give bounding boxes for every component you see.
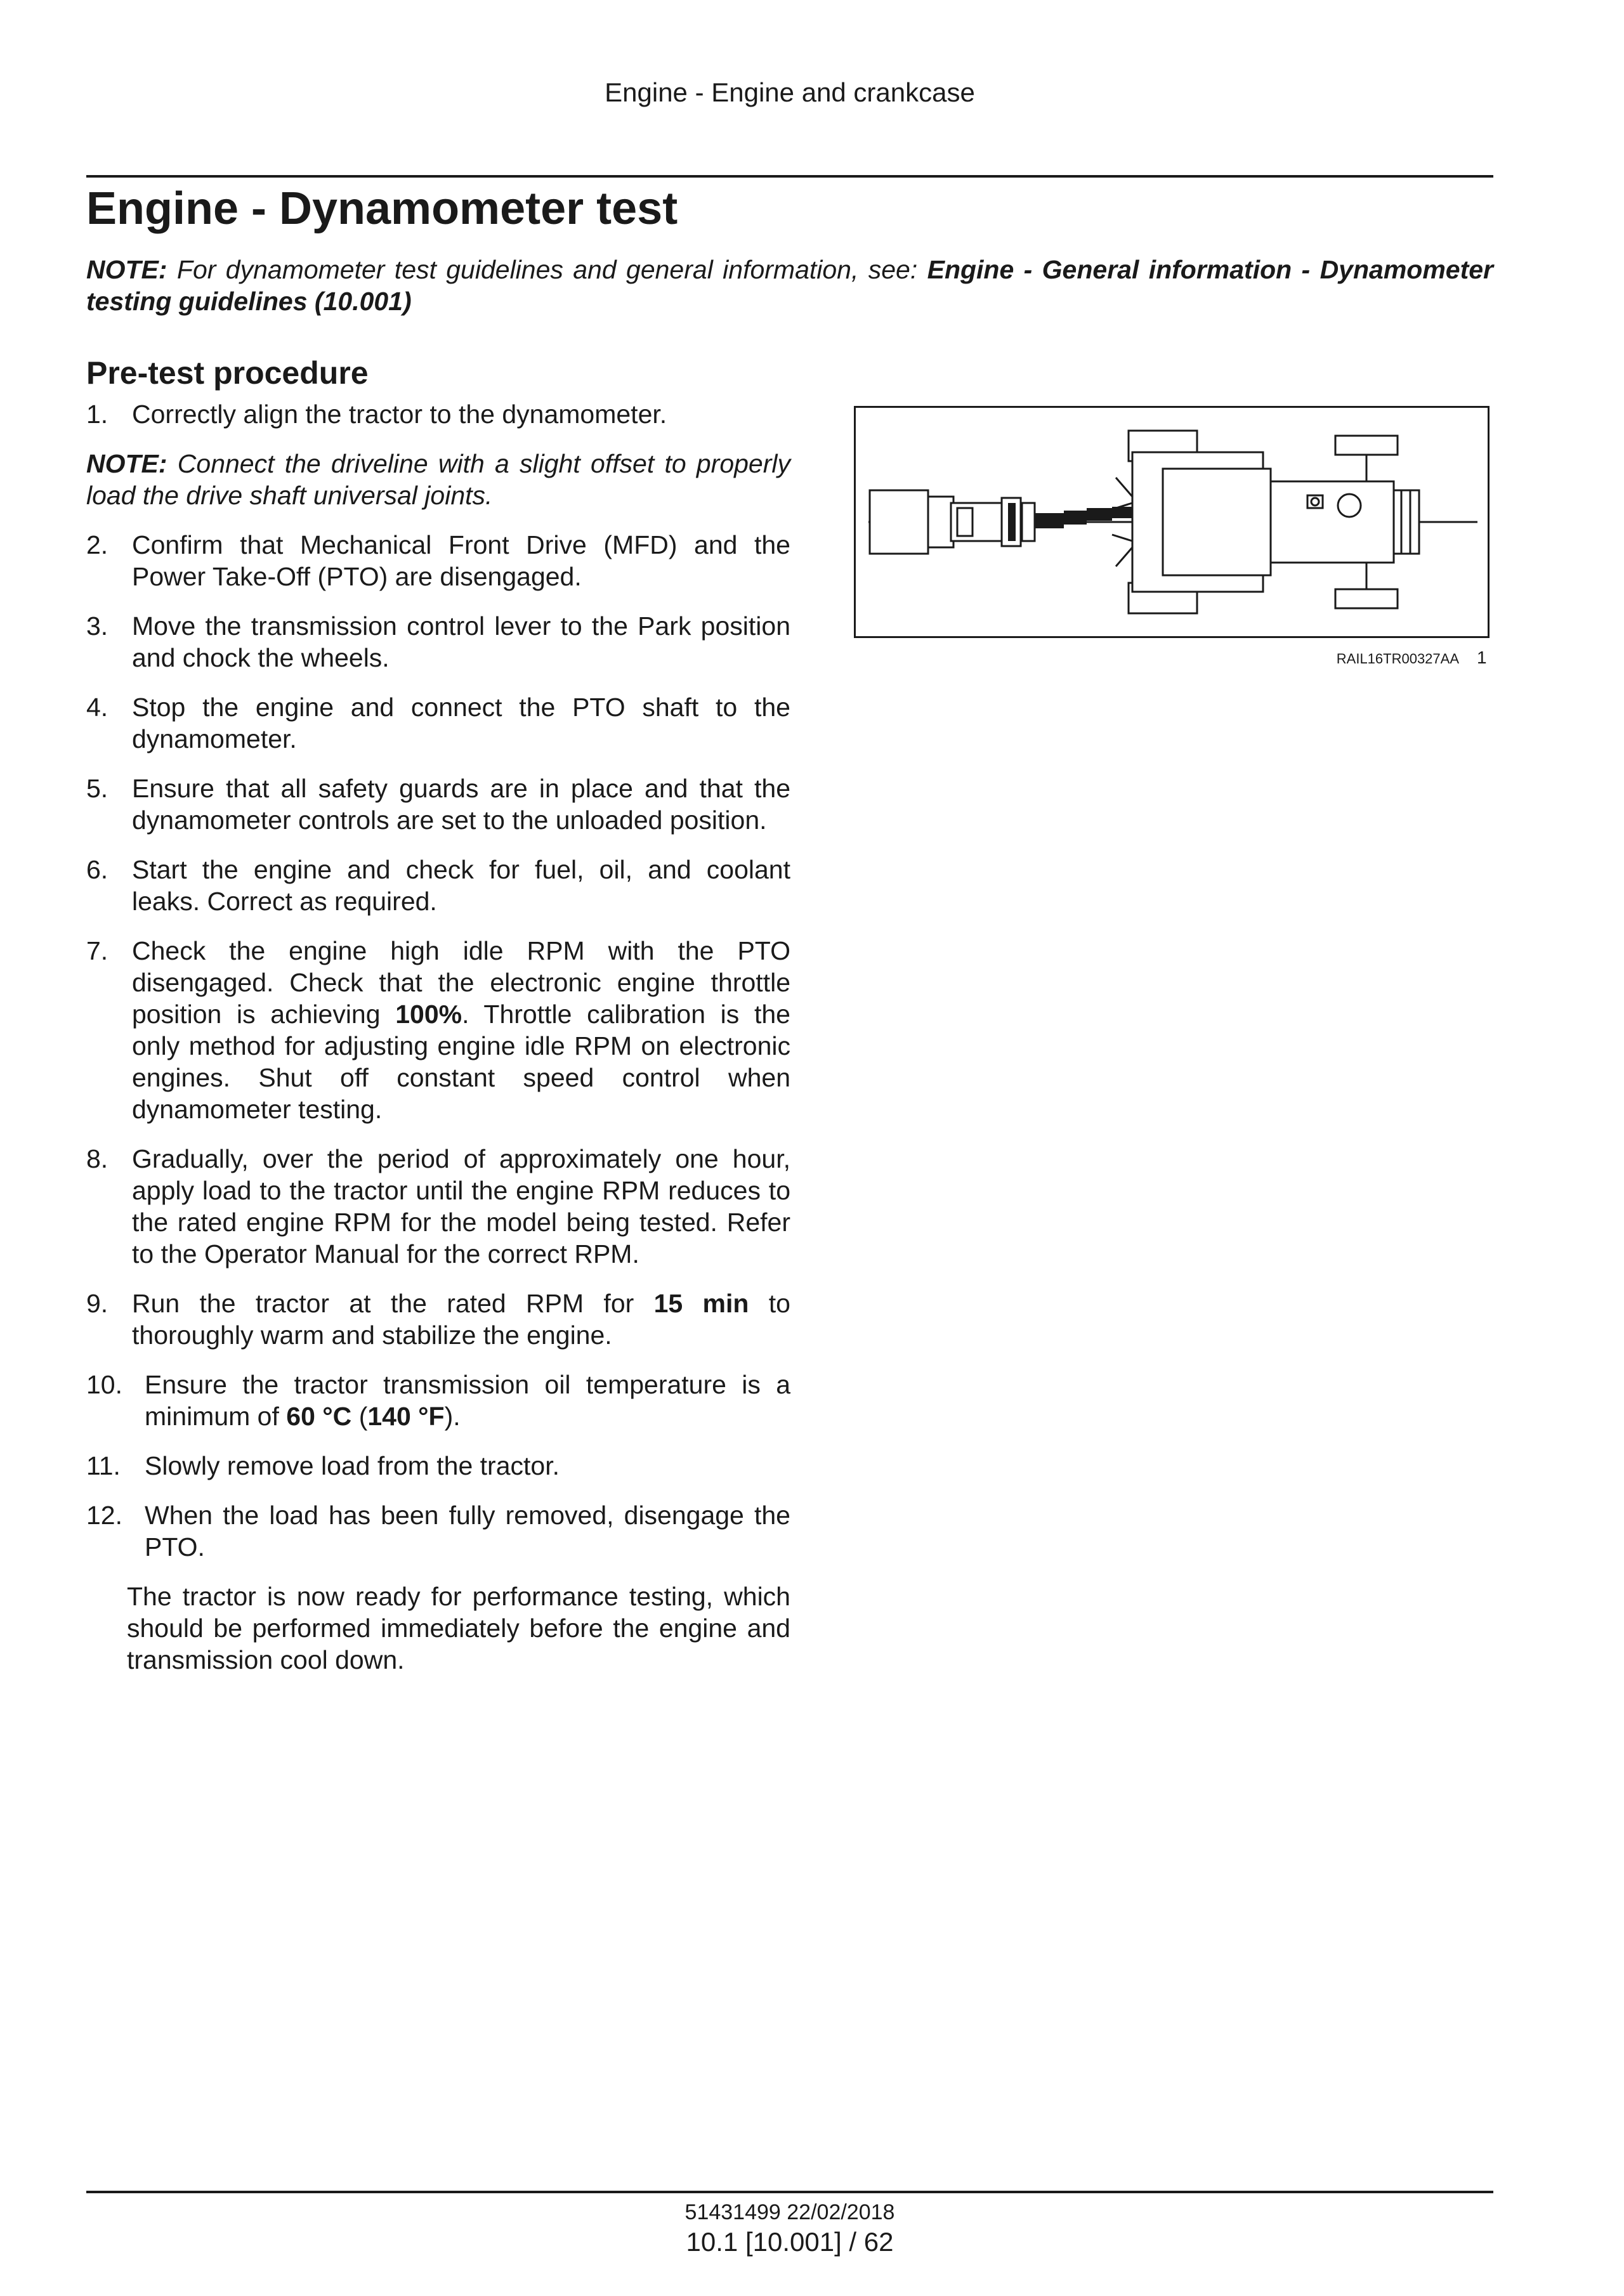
step-3 — [86, 610, 790, 674]
step-text-part: Run the tractor at the rated RPM for — [132, 1289, 634, 1318]
step-text — [132, 935, 790, 1125]
tractor-dynamometer-figure — [854, 406, 1490, 638]
air-intake-cap — [1311, 498, 1319, 506]
step-11 — [86, 1450, 790, 1482]
front-left-wheel — [1335, 436, 1398, 455]
note-text: For dynamometer test guidelines and general information, see: — [176, 255, 918, 284]
step-5 — [86, 773, 790, 836]
step-text: Ensure that all safety guards are in place and that the dynamometer controls are set to the unloaded position. — [132, 774, 790, 835]
closing-paragraph: The tractor is now ready for performance testing, which should be performed immediately before the engine and transmission cool down. — [127, 1582, 790, 1674]
step-number: 2. — [86, 530, 108, 559]
step-1-note — [86, 448, 790, 511]
step-text: Confirm that Mechanical Front Drive (MFD) and the Power Take-Off (PTO) are disengaged. — [132, 530, 790, 591]
footer-rule — [86, 2191, 1493, 2193]
step-7 — [86, 935, 790, 1125]
step-1 — [86, 398, 790, 430]
step-8 — [86, 1143, 790, 1270]
step-number: 7. — [86, 936, 108, 965]
step-9 — [86, 1288, 790, 1351]
note-label: NOTE: — [86, 449, 167, 478]
lift-link-upper — [1116, 478, 1132, 497]
step-text-part: to thoroughly warm and stabilize the engine. — [132, 1289, 790, 1350]
section-heading: Pre-test procedure — [86, 355, 369, 391]
pto-shaft-segment-1 — [1035, 513, 1064, 528]
step-number: 8. — [86, 1144, 108, 1173]
step-text: When the load has been fully removed, disengage the PTO. — [145, 1501, 790, 1562]
pto-shaft-segment-2 — [1064, 511, 1087, 525]
step-text-part: Check the engine high idle RPM with the PTO disengaged. Check that the electronic engine throttle position is achieving — [132, 936, 790, 1029]
pto-shaft-stub — [1112, 507, 1132, 518]
step-text: Start the engine and check for fuel, oil, and coolant leaks. Correct as required. — [132, 855, 790, 916]
footer-document-id: 51431499 22/02/2018 — [684, 2200, 895, 2224]
step-number: 6. — [86, 855, 108, 884]
step-text: Stop the engine and connect the PTO shaft to the dynamometer. — [132, 693, 790, 753]
temp-celsius-value: 60 °C — [286, 1402, 352, 1431]
tractor-diagram-illustration — [856, 408, 1488, 636]
step-number: 11. — [86, 1451, 121, 1480]
duration-value: 15 min — [653, 1289, 749, 1318]
engine-hood — [1271, 481, 1394, 563]
header-rule — [86, 175, 1493, 178]
figure-code: RAIL16TR00327AA — [1336, 651, 1459, 667]
step-number: 3. — [86, 611, 108, 641]
step-text: Slowly remove load from the tractor. — [145, 1451, 560, 1480]
exhaust-stack — [1338, 494, 1361, 517]
footer-page-number: 10.1 [10.001] / 62 — [686, 2227, 894, 2257]
cab-body — [1163, 469, 1271, 575]
step-text-part: Ensure the tractor transmission oil temperature is a minimum of — [145, 1370, 790, 1431]
step-number: 12. — [86, 1501, 122, 1530]
step-number: 5. — [86, 774, 108, 803]
pto-shaft-segment-3 — [1087, 508, 1112, 521]
universal-joint-front — [1008, 503, 1016, 541]
step-2 — [86, 529, 790, 592]
note-text: Connect the driveline with a slight offset to properly load the drive shaft universal joints. — [86, 449, 790, 510]
procedure-steps — [86, 398, 790, 1676]
step-4 — [86, 691, 790, 755]
figure-number: 1 — [1477, 648, 1487, 667]
step-text: Move the transmission control lever to the Park position and chock the wheels. — [132, 611, 790, 672]
driveshaft-collar — [957, 508, 972, 536]
intro-note — [86, 254, 1493, 317]
radiator-grille — [1394, 490, 1419, 554]
step-text: Correctly align the tractor to the dynamometer. — [132, 400, 667, 429]
page-title: Engine - Dynamometer test — [86, 183, 678, 234]
note-reference-link[interactable]: Engine - General information - Dynamometer testing guidelines (10.001) — [86, 255, 1493, 316]
running-header: Engine - Engine and crankcase — [605, 77, 975, 107]
step-12 — [86, 1499, 790, 1563]
temp-fahrenheit-value: 140 °F — [367, 1402, 445, 1431]
step-6 — [86, 854, 790, 917]
step-10 — [86, 1369, 790, 1432]
step-text-part: . Throttle calibration is the only method for adjusting engine idle RPM on electronic engines. Shut off constant speed control when dynamometer testing. — [132, 1000, 790, 1124]
front-right-wheel — [1335, 589, 1398, 608]
dynamometer-body — [870, 490, 928, 554]
step-text-part: ( — [358, 1402, 368, 1431]
step-number: 9. — [86, 1289, 108, 1318]
note-label: NOTE: — [86, 255, 167, 284]
step-number: 10. — [86, 1370, 122, 1399]
step-number: 4. — [86, 693, 108, 722]
dynamometer-flange — [928, 497, 953, 547]
step-text-part: ). — [444, 1402, 461, 1431]
step-text — [145, 1369, 790, 1432]
hitch-arm-lower — [1112, 535, 1132, 541]
step-text: Gradually, over the period of approximately one hour, apply load to the tractor until the engine RPM reduces to the rated engine RPM for the model being tested. Refer to the Operator Manual for the correct RPM. — [132, 1144, 790, 1269]
universal-joint-ring — [1022, 503, 1035, 541]
throttle-value: 100% — [395, 1000, 462, 1029]
step-text — [132, 1288, 790, 1351]
step-number: 1. — [86, 400, 108, 429]
lift-link-lower — [1116, 547, 1132, 566]
